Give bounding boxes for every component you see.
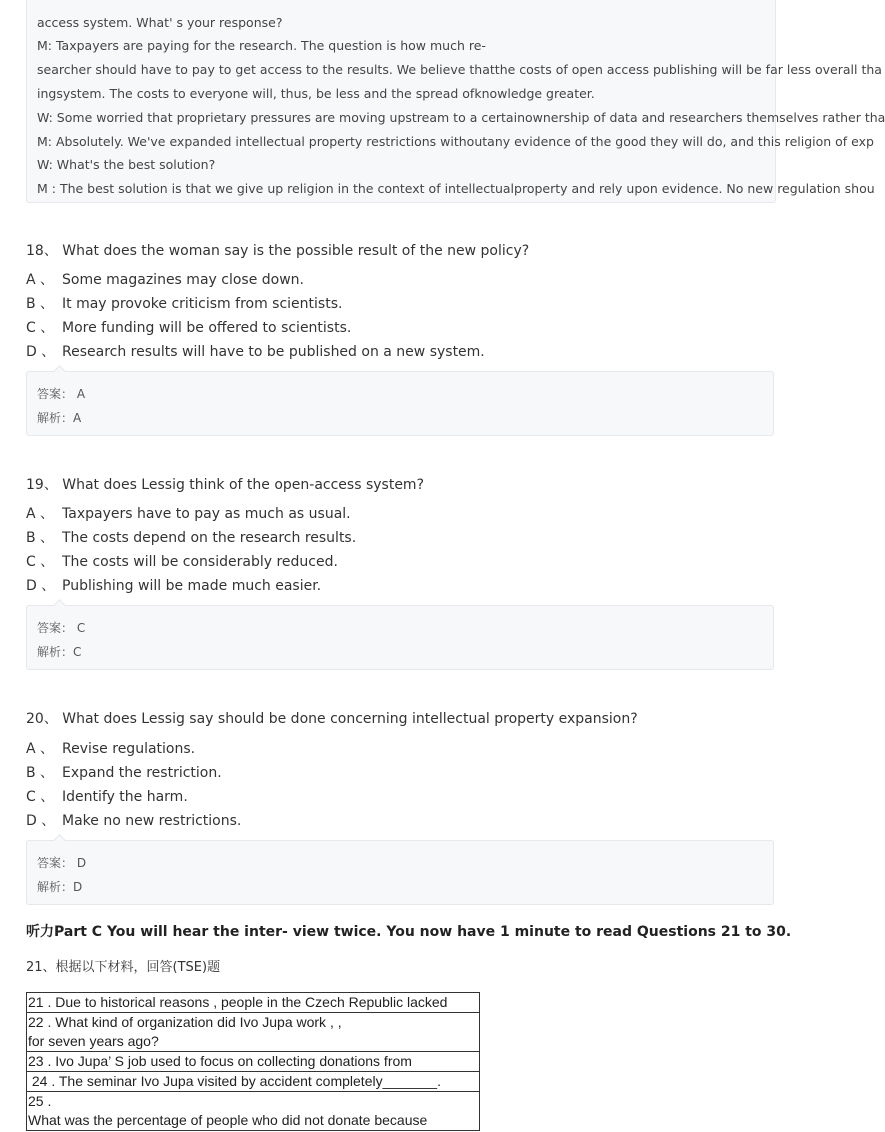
transcript-line: ingsystem. The costs to everyone will, thus, be less and the spread ofknowledge greater. (37, 86, 595, 101)
option-letter: C 、 (26, 320, 55, 336)
option-text: Taxpayers have to pay as much as usual. (62, 506, 351, 522)
option-text: More funding will be offered to scientists. (62, 320, 352, 336)
cell-line: for seven years ago? (28, 1033, 159, 1049)
question-18-option-b[interactable] (26, 293, 342, 313)
transcript-line: W: What's the best solution? (37, 157, 216, 172)
option-letter: B 、 (26, 765, 55, 781)
question-19-option-c[interactable] (26, 551, 338, 571)
transcript-line: W: Some worried that proprietary pressures are moving upstream to a certainownership of data and researchers themselves rather tha (37, 110, 885, 125)
question-20-option-b[interactable] (26, 762, 222, 782)
option-text: Some magazines may close down. (62, 272, 304, 288)
table-cell (27, 1052, 480, 1072)
table-cell (27, 993, 480, 1013)
option-letter: D 、 (26, 813, 56, 829)
table-row (27, 1072, 480, 1092)
question-19-option-b[interactable] (26, 527, 356, 547)
option-text: The costs will be considerably reduced. (62, 554, 338, 570)
answer-box-pointer (53, 834, 66, 847)
option-text: Expand the restriction. (62, 765, 222, 781)
answer-text: 答案： D (37, 856, 87, 870)
option-letter: C 、 (26, 554, 55, 570)
cell-line: 25 . (28, 1093, 52, 1109)
cell-line: 21 . Due to historical reasons , people in the Czech Republic lacked (28, 994, 448, 1010)
option-letter: A 、 (26, 272, 55, 288)
cell-line: 23 . Ivo Jupa’ S job used to focus on collecting donations from (28, 1053, 412, 1069)
option-letter: D 、 (26, 578, 56, 594)
question-18-answer-box (26, 371, 774, 436)
question-19-answer-box (26, 605, 774, 670)
cell-line: 24 . The seminar Ivo Jupa visited by accident completely_______. (28, 1073, 441, 1089)
option-letter: C 、 (26, 789, 55, 805)
question-21-heading: 21、根据以下材料，回答(TSE)题 (26, 960, 221, 975)
table-row (27, 993, 480, 1013)
question-20-stem: 20、 What does Lessig say should be done concerning intellectual property expansion? (26, 711, 638, 727)
question-20-answer-box (26, 840, 774, 905)
question-20-option-d[interactable] (26, 810, 241, 830)
transcript-line: access system. What' s your response? (37, 15, 283, 30)
table-row (27, 1013, 480, 1052)
table-cell (27, 1072, 480, 1092)
option-text: The costs depend on the research results. (62, 530, 357, 546)
analysis-text: 解析：C (37, 645, 82, 659)
answer-text: 答案： A (37, 387, 86, 401)
option-text: Research results will have to be published on a new system. (62, 344, 485, 360)
question-18-option-a[interactable] (26, 269, 304, 289)
cell-line: 22 . What kind of organization did Ivo Jupa work , , (28, 1014, 342, 1030)
option-letter: D 、 (26, 344, 56, 360)
question-19-stem: 19、 What does Lessig think of the open-access system? (26, 477, 425, 493)
option-text: Publishing will be made much easier. (62, 578, 322, 594)
answer-box-pointer (53, 599, 66, 612)
question-18-option-c[interactable] (26, 317, 351, 337)
transcript-line: M: Absolutely. We've expanded intellectual property restrictions withoutany evidence of the good they will do, and this religion of exp (37, 134, 874, 149)
question-19-option-d[interactable] (26, 575, 321, 595)
question-18-stem: 18、 What does the woman say is the possible result of the new policy? (26, 243, 530, 259)
table-cell (27, 1092, 480, 1131)
table-cell (27, 1013, 480, 1052)
analysis-text: 解析：A (37, 411, 82, 425)
answer-text: 答案： C (37, 621, 86, 635)
option-letter: B 、 (26, 296, 55, 312)
transcript-line: M : The best solution is that we give up religion in the context of intellectualproperty and rely upon evidence. No new regulation shou (37, 181, 875, 196)
question-table (26, 992, 480, 1131)
question-20-option-c[interactable] (26, 786, 188, 806)
answer-box-pointer (53, 365, 66, 378)
cell-line: What was the percentage of people who did not donate because (28, 1112, 428, 1128)
option-letter: A 、 (26, 741, 55, 757)
option-text: Revise regulations. (62, 741, 196, 757)
question-19-option-a[interactable] (26, 503, 351, 523)
option-text: It may provoke criticism from scientists. (62, 296, 343, 312)
table-row (27, 1092, 480, 1131)
option-letter: B 、 (26, 530, 55, 546)
question-20-option-a[interactable] (26, 738, 195, 758)
transcript-line: M: Taxpayers are paying for the research. The question is how much re- (37, 38, 486, 53)
option-text: Make no new restrictions. (62, 813, 242, 829)
analysis-text: 解析：D (37, 880, 83, 894)
transcript-box (26, 0, 885, 203)
question-18-option-d[interactable] (26, 341, 485, 361)
option-letter: A 、 (26, 506, 55, 522)
part-c-heading: 听力Part C You will hear the inter- view twice. You now have 1 minute to read Questions 21 to 30. (26, 924, 792, 940)
transcript-line: searcher should have to pay to get access to the results. We believe thatthe costs of open access publishing will be far less overall tha (37, 62, 882, 77)
table-row (27, 1052, 480, 1072)
option-text: Identify the harm. (62, 789, 188, 805)
